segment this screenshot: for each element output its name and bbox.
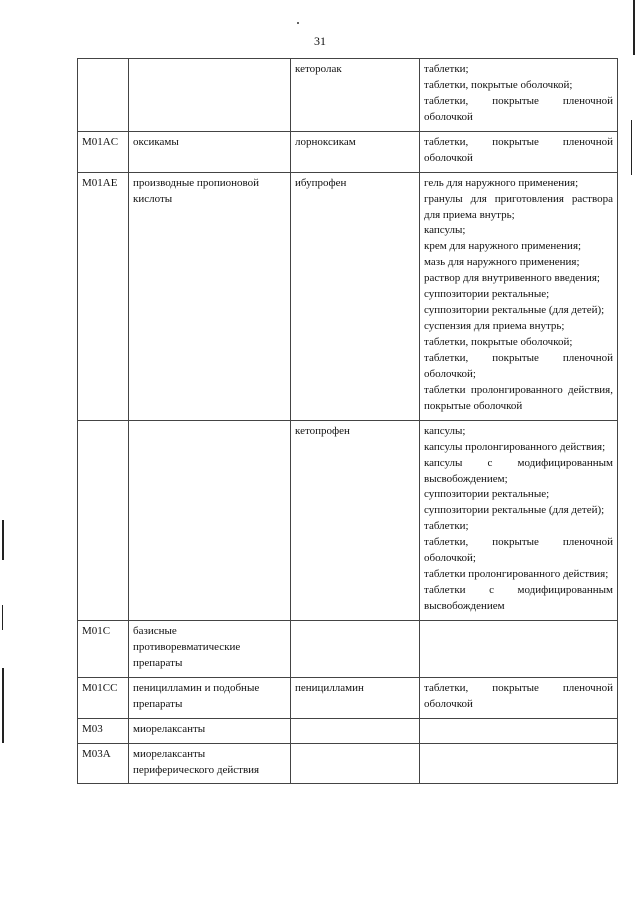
dosage-form: капсулы; bbox=[424, 424, 466, 437]
atc-code-cell: M01CC bbox=[78, 677, 129, 718]
group-name-cell: миорелаксанты периферического действия bbox=[129, 743, 291, 784]
dosage-form: таблетки, покрытые оболочкой; bbox=[424, 78, 573, 91]
atc-code-cell: M01C bbox=[78, 620, 129, 677]
dosage-form: мазь для наружного применения; bbox=[424, 256, 580, 269]
group-name-cell: базисные противоревматические препараты bbox=[129, 620, 291, 677]
dosage-form: таблетки, покрытые оболочкой; bbox=[424, 336, 573, 348]
group-name-cell bbox=[129, 420, 291, 620]
atc-code-cell bbox=[78, 59, 129, 132]
dosage-form: таблетки, покрытые пленочной оболочкой bbox=[424, 135, 613, 164]
dosage-forms-cell bbox=[420, 743, 618, 784]
group-name-cell: производные пропионовой кислоты bbox=[129, 172, 291, 420]
page-number: 31 bbox=[314, 34, 326, 48]
scan-margin-mark bbox=[631, 120, 632, 175]
group-name-cell: пеницилламин и подобные препараты bbox=[129, 677, 291, 718]
table-row bbox=[78, 131, 618, 172]
scan-margin-mark bbox=[2, 605, 3, 630]
dosage-form: суппозитории ректальные; bbox=[424, 288, 550, 301]
dosage-form: таблетки пролонгированного действия, покрытые оболочкой bbox=[424, 383, 613, 412]
atc-code-cell: M01AE bbox=[78, 172, 129, 420]
scan-margin-mark bbox=[2, 520, 4, 560]
dosage-forms-cell bbox=[420, 718, 618, 743]
dosage-form: таблетки, покрытые пленочной оболочкой bbox=[424, 681, 613, 710]
dosage-form: таблетки; bbox=[424, 520, 469, 533]
dosage-form: капсулы; bbox=[424, 224, 466, 237]
atc-code-cell bbox=[78, 420, 129, 620]
dosage-form: капсулы пролонгированного действия; bbox=[424, 440, 606, 453]
drug-table bbox=[77, 58, 618, 784]
atc-code-cell: M03 bbox=[78, 718, 129, 743]
dosage-form: таблетки пролонгированного действия; bbox=[424, 568, 609, 581]
dosage-form: суппозитории ректальные (для детей); bbox=[424, 504, 605, 517]
dosage-forms-cell bbox=[420, 59, 618, 132]
dosage-form: таблетки; bbox=[424, 63, 469, 75]
table-row bbox=[78, 420, 618, 620]
dosage-form: таблетки, покрытые пленочной оболочкой; bbox=[424, 536, 613, 565]
group-name-cell: оксикамы bbox=[129, 131, 291, 172]
drug-name-cell: кеторолак bbox=[291, 59, 420, 132]
dosage-form: капсулы с модифицированным высвобождением; bbox=[424, 456, 613, 485]
dosage-form: суспензия для приема внутрь; bbox=[424, 320, 565, 333]
table-row bbox=[78, 620, 618, 677]
table-row bbox=[78, 677, 618, 718]
dosage-form: крем для наружного применения; bbox=[424, 240, 582, 253]
drug-name-cell: ибупрофен bbox=[291, 172, 420, 420]
atc-code-cell: M01AC bbox=[78, 131, 129, 172]
dosage-form: таблетки, покрытые пленочной оболочкой; bbox=[424, 351, 613, 380]
dosage-forms-cell bbox=[420, 420, 618, 620]
drug-name-cell: лорноксикам bbox=[291, 131, 420, 172]
dosage-forms-cell bbox=[420, 172, 618, 420]
dosage-form: гель для наружного применения; bbox=[424, 176, 579, 189]
dosage-form: таблетки, покрытые пленочной оболочкой bbox=[424, 94, 613, 123]
table-row bbox=[78, 59, 618, 132]
drug-name-cell bbox=[291, 718, 420, 743]
scan-margin-mark bbox=[2, 668, 4, 743]
drug-name-cell: кетопрофен bbox=[291, 420, 420, 620]
table-row bbox=[78, 172, 618, 420]
table-row bbox=[78, 718, 618, 743]
drug-name-cell bbox=[291, 743, 420, 784]
dosage-forms-cell bbox=[420, 620, 618, 677]
group-name-cell: миорелаксанты bbox=[129, 718, 291, 743]
group-name-cell bbox=[129, 59, 291, 132]
dosage-form: раствор для внутривенного введения; bbox=[424, 272, 600, 285]
dosage-form: суппозитории ректальные; bbox=[424, 488, 550, 501]
drug-name-cell: пеницилламин bbox=[291, 677, 420, 718]
atc-code-cell: M03A bbox=[78, 743, 129, 784]
dosage-forms-cell bbox=[420, 131, 618, 172]
drug-name-cell bbox=[291, 620, 420, 677]
scan-margin-mark bbox=[633, 0, 635, 55]
dosage-form: гранулы для приготовления раствора для приема внутрь; bbox=[424, 192, 613, 221]
dosage-form: суппозитории ректальные (для детей); bbox=[424, 304, 605, 317]
dosage-form: таблетки с модифицированным высвобождением bbox=[424, 584, 613, 612]
dosage-forms-cell bbox=[420, 677, 618, 718]
scan-dot bbox=[297, 22, 299, 24]
table-row bbox=[78, 743, 618, 784]
